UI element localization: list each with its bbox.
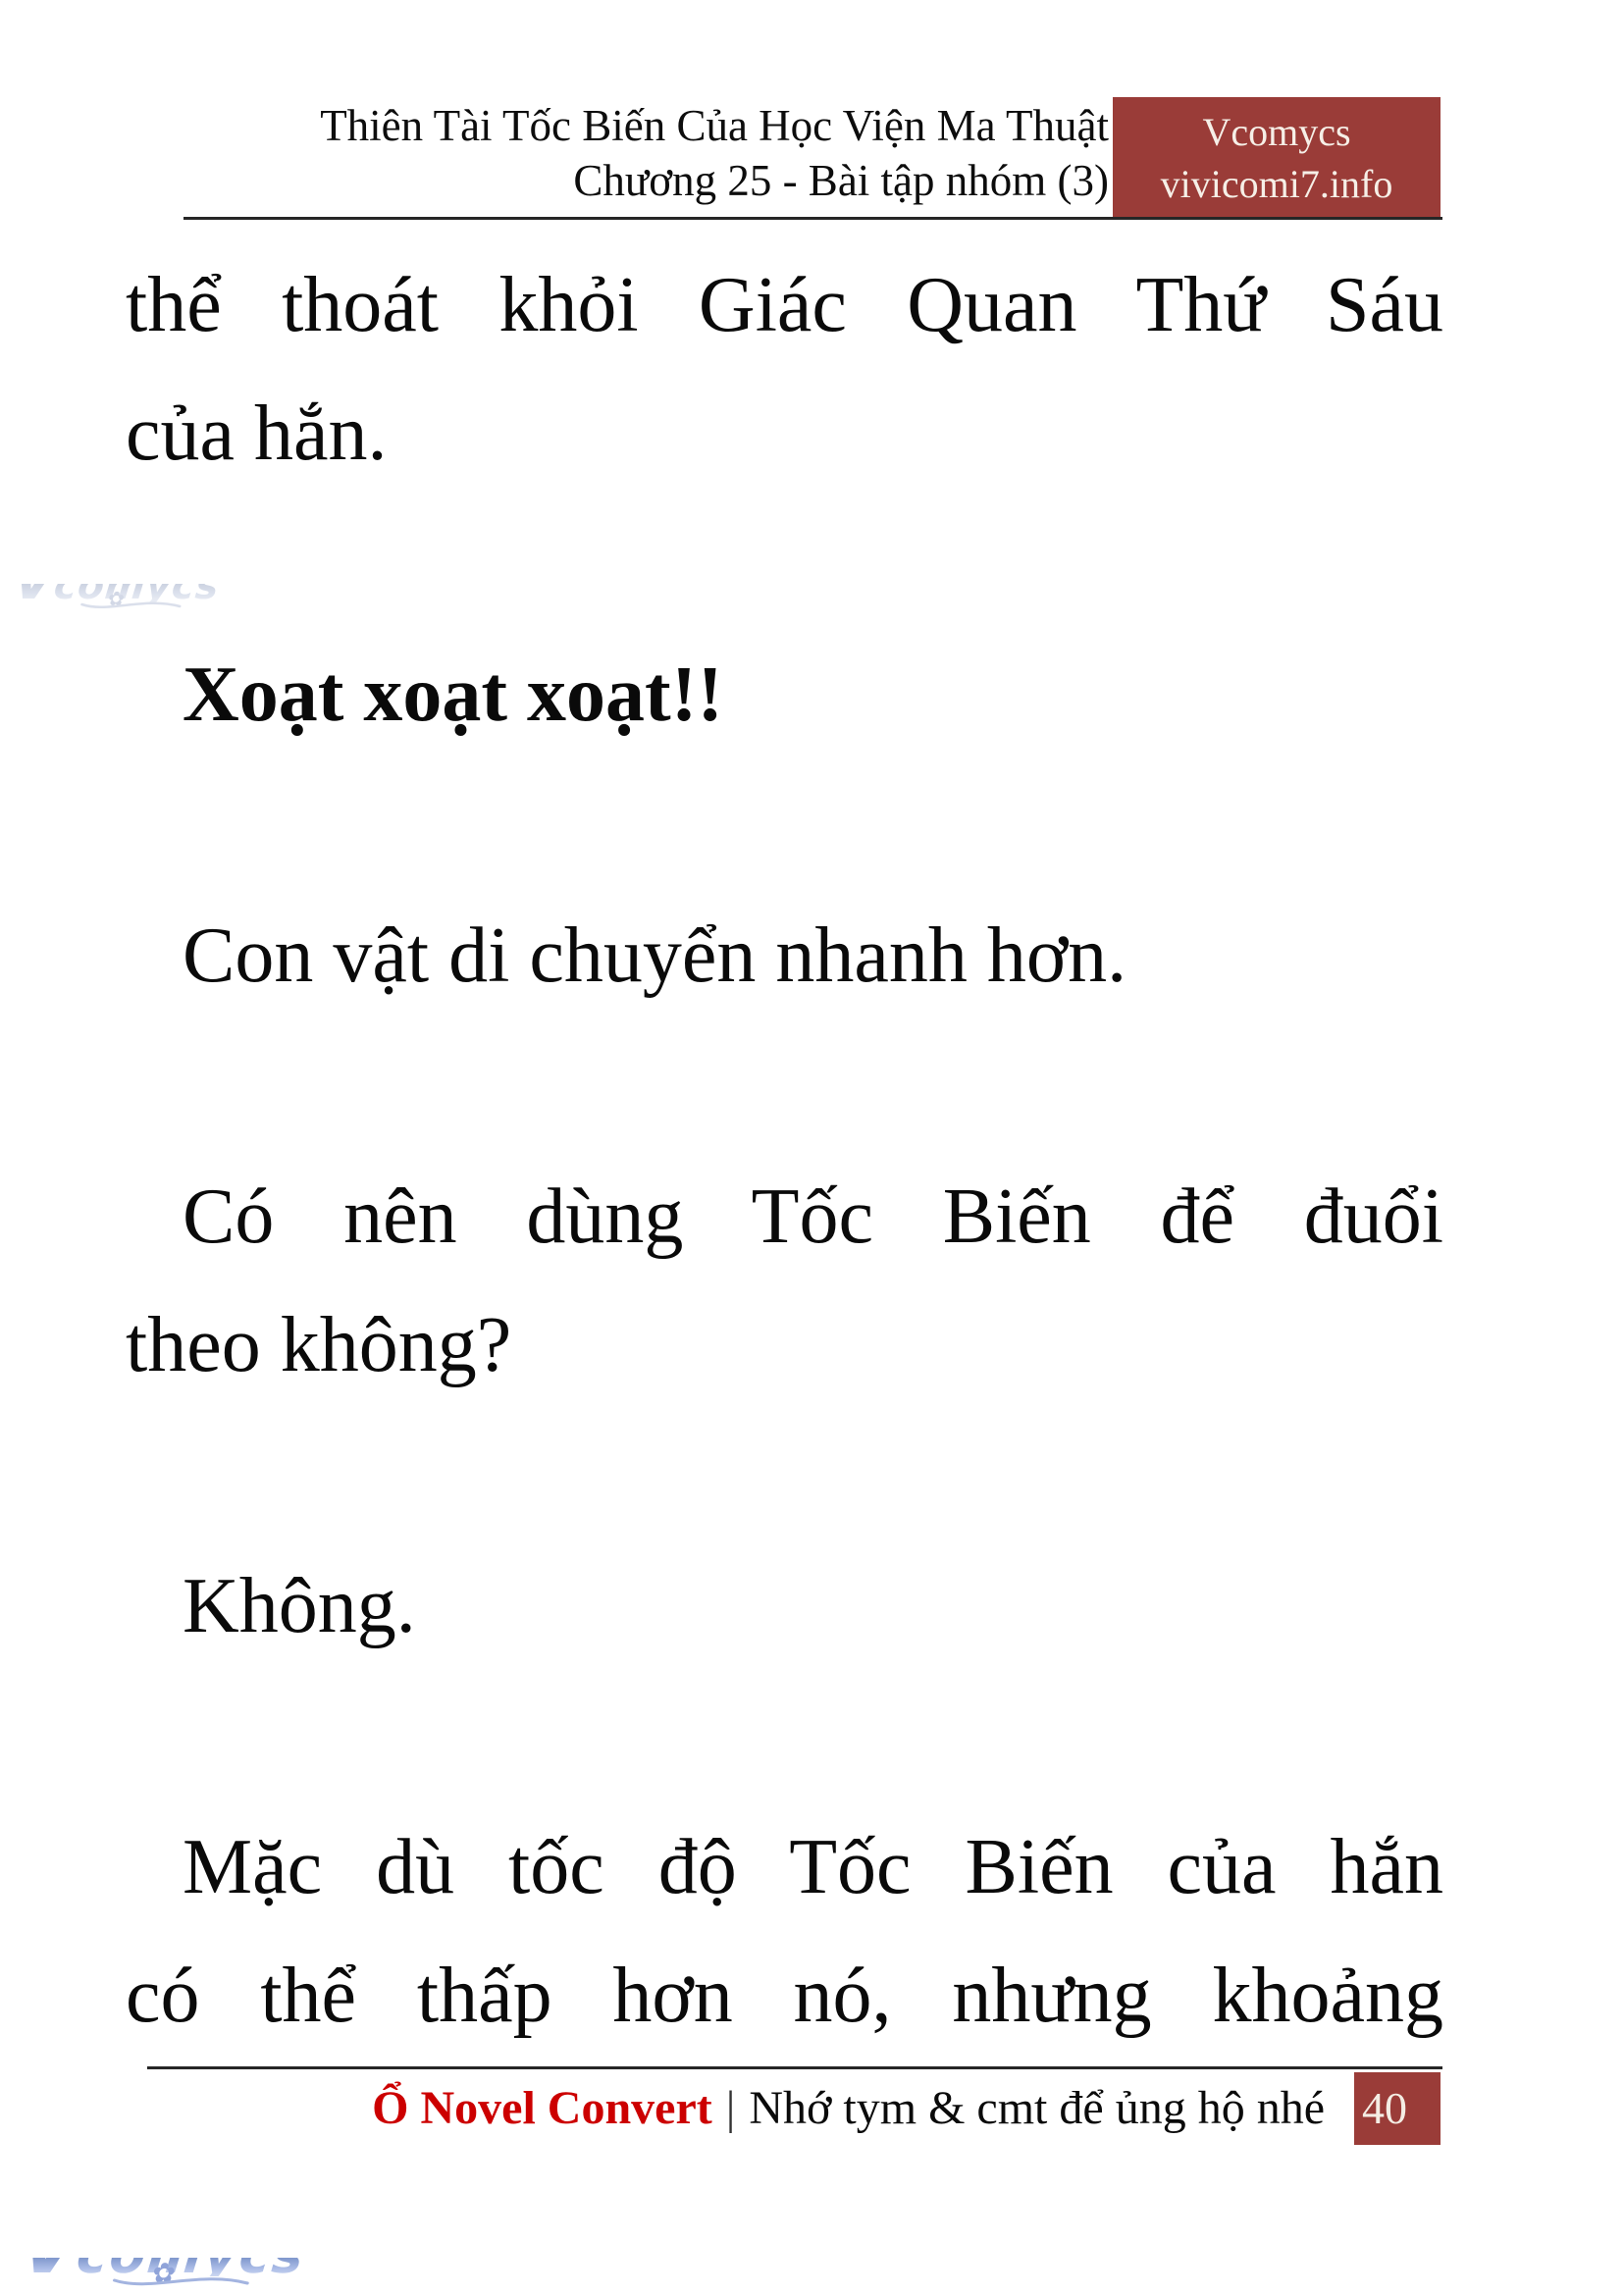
watermark-initial: V: [17, 2206, 82, 2290]
watermark-logo-bottom: [17, 2206, 310, 2290]
paragraph: [126, 1153, 1443, 1410]
text-line: thể thoát khỏi Giác Quan Thứ Sáu: [126, 262, 1443, 348]
footer-credit-line: [147, 2072, 1325, 2145]
text-line: Có nên dùng Tốc Biến để đuổi: [183, 1174, 1443, 1260]
text-line: có thể thấp hơn nó, nhưng khoảng: [126, 1953, 1443, 2039]
paragraph: [126, 1542, 1443, 1671]
text-line: Không.: [183, 1563, 416, 1649]
footer-divider: [147, 2066, 1442, 2069]
paragraph: [126, 631, 1443, 759]
book-title: Thiên Tài Tốc Biến Của Học Viện Ma Thuật: [320, 101, 1109, 150]
header-divider: [183, 217, 1442, 220]
chapter-title: Chương 25 - Bài tập nhóm (3): [573, 156, 1109, 205]
swash-icon: [111, 2270, 250, 2292]
publisher-url: vivicomi7.info: [1160, 162, 1393, 206]
publisher-badge: [1113, 97, 1441, 219]
watermark-initial: V: [10, 549, 59, 611]
flower-icon: ✿: [150, 2257, 178, 2289]
publisher-name: Vcomycs: [1202, 110, 1351, 154]
text-line: Xoạt xoạt xoạt!!: [183, 652, 723, 738]
watermark-text: comycs: [74, 2225, 309, 2285]
watermark-text: comycs: [51, 564, 222, 608]
footer-separator: |: [725, 2082, 736, 2134]
text-line: của hắn.: [126, 391, 388, 477]
converter-credit: Ổ Novel Convert: [372, 2082, 712, 2134]
flower-icon: ✿: [106, 587, 127, 610]
support-note: Nhớ tym & cmt để ủng hộ nhé: [749, 2082, 1325, 2134]
paragraph: [126, 241, 1443, 498]
text-line: Con vật di chuyển nhanh hơn.: [183, 913, 1127, 999]
page-body: [126, 241, 1443, 2193]
paragraph: [126, 1803, 1443, 2060]
text-line: theo không?: [126, 1302, 512, 1388]
page-number-badge: 40: [1354, 2072, 1441, 2145]
text-line: Mặc dù tốc độ Tốc Biến của hắn: [183, 1824, 1443, 1910]
paragraph: [126, 892, 1443, 1020]
chapter-header: [183, 98, 1109, 208]
